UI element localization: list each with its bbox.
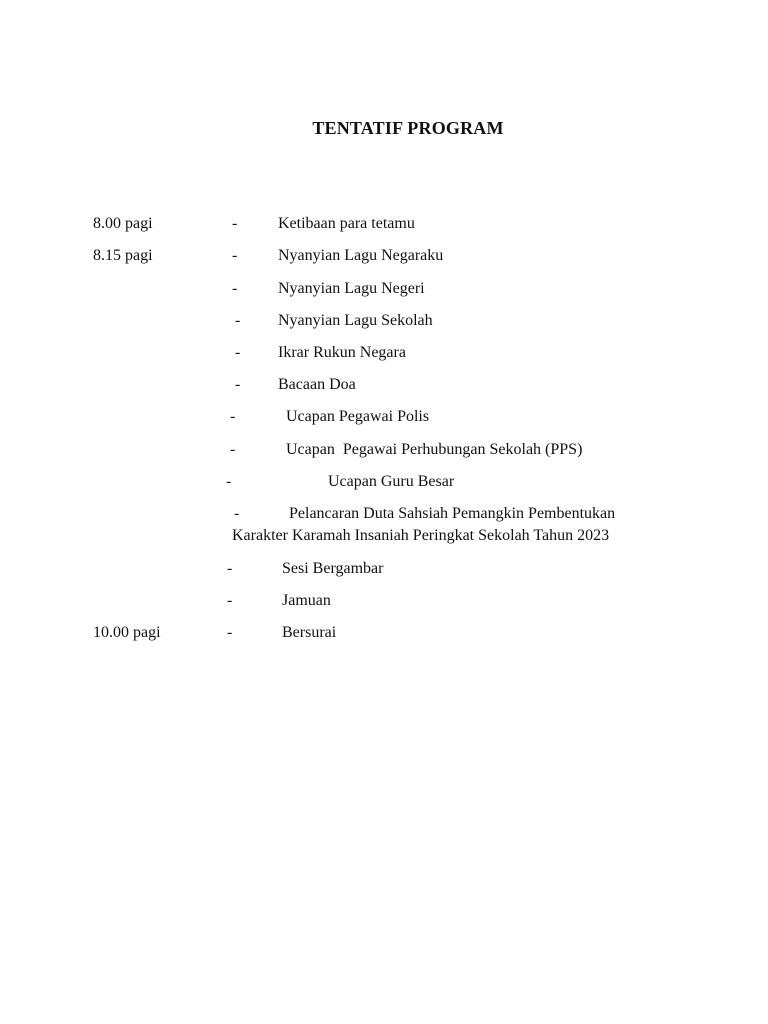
schedule-activity: Bersurai [282,624,337,641]
schedule-activity-continuation: Karakter Karamah Insaniah Peringkat Sekolah Tahun 2023 [232,527,610,544]
schedule-dash: - [226,473,232,490]
schedule-dash: - [234,505,240,522]
schedule-activity: Nyanyian Lagu Negeri [278,280,425,297]
schedule-time: 10.00 pagi [93,624,161,641]
schedule-activity: Ketibaan para tetamu [278,215,415,232]
schedule-dash: - [230,441,236,458]
schedule-time: 8.15 pagi [93,247,153,264]
schedule-activity: Nyanyian Lagu Negaraku [278,247,444,264]
schedule-time: 8.00 pagi [93,215,153,232]
schedule-dash: - [230,408,236,425]
schedule-dash: - [232,280,238,297]
schedule-dash: - [227,560,233,577]
schedule-activity: Jamuan [282,592,331,609]
schedule-dash: - [227,592,233,609]
schedule-dash: - [235,344,241,361]
schedule-dash: - [232,247,238,264]
schedule-dash: - [232,215,238,232]
schedule-activity: Nyanyian Lagu Sekolah [278,312,433,329]
schedule-dash: - [235,312,241,329]
document-title: TENTATIF PROGRAM [312,118,504,138]
schedule-dash: - [227,624,233,641]
schedule-activity: Ucapan Pegawai Perhubungan Sekolah (PPS) [286,441,583,458]
schedule-activity: Ikrar Rukun Negara [278,344,406,361]
schedule-activity: Ucapan Pegawai Polis [286,408,430,425]
schedule-activity: Ucapan Guru Besar [328,473,455,490]
schedule-activity: Pelancaran Duta Sahsiah Pemangkin Pembentukan [289,505,616,522]
schedule-activity: Sesi Bergambar [282,560,384,577]
schedule-dash: - [235,376,241,393]
schedule-activity: Bacaan Doa [278,376,356,393]
